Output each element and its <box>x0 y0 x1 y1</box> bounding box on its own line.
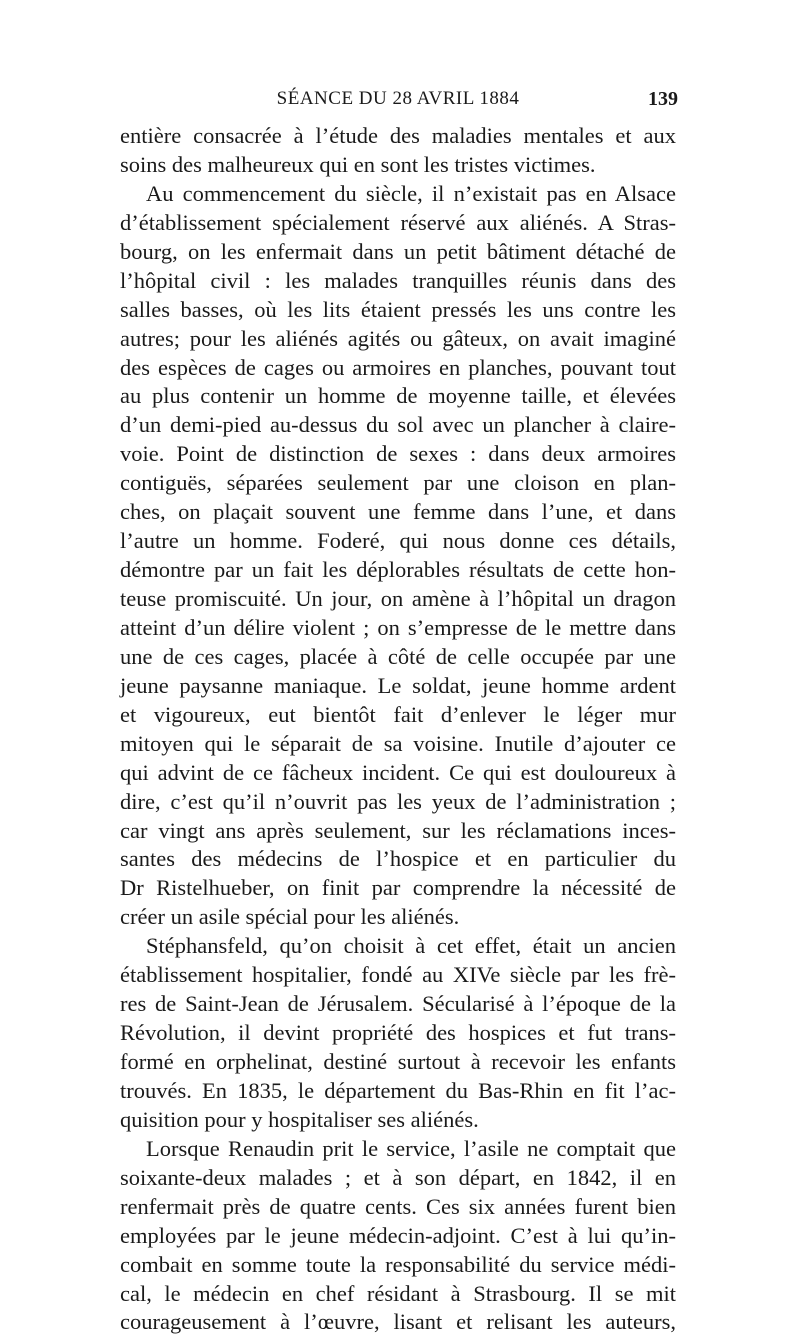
text-line: Révolution, il devint propriété des hospices et fut trans- <box>120 1020 676 1046</box>
text-line: Stéphansfeld, qu’on choisit à cet effet, était un ancien <box>146 933 676 959</box>
text-line: Lorsque Renaudin prit le service, l’asile ne comptait que <box>146 1135 676 1161</box>
text-line: établissement hospitalier, fondé au XIVe siècle par les frè- <box>120 962 676 988</box>
text-line: Dr Ristelhueber, on finit par comprendre la nécessité de <box>120 875 676 901</box>
text-line: car vingt ans après seulement, sur les réclamations inces- <box>120 817 676 843</box>
text-line: l’autre un homme. Foderé, qui nous donne ces détails, <box>120 528 676 554</box>
text-line: cal, le médecin en chef résidant à Strasbourg. Il se mit <box>120 1280 676 1306</box>
text-line: d’un demi-pied au-dessus du sol avec un plancher à claire- <box>120 412 676 438</box>
text-line: employées par le jeune médecin-adjoint. C’est à lui qu’in- <box>120 1222 676 1248</box>
text-line: qui advint de ce fâcheux incident. Ce qui est douloureux à <box>120 759 676 785</box>
page-number: 139 <box>648 88 678 110</box>
text-line: combait en somme toute la responsabilité du service médi- <box>120 1251 676 1277</box>
text-line: Au commencement du siècle, il n’existait pas en Alsace <box>146 180 676 206</box>
text-line: santes des médecins de l’hospice et en particulier du <box>120 846 676 872</box>
body-text <box>120 122 676 1337</box>
text-line: une de ces cages, placée à côté de celle occupée par une <box>120 643 676 669</box>
text-line: quisition pour y hospitaliser ses aliénés. <box>120 1106 479 1132</box>
text-line: contiguës, séparées seulement par une cloison en plan- <box>120 470 676 496</box>
text-line: d’établissement spécialement réservé aux aliénés. A Stras- <box>120 209 676 235</box>
text-line: salles basses, où les lits étaient pressés les uns contre les <box>120 296 676 322</box>
text-line: autres; pour les aliénés agités ou gâteux, on avait imaginé <box>120 325 676 351</box>
text-line: créer un asile spécial pour les aliénés. <box>120 904 460 930</box>
running-title: SÉANCE DU 28 AVRIL 1884 <box>276 88 520 109</box>
running-head <box>118 88 678 118</box>
text-line: l’hôpital civil : les malades tranquilles réunis dans des <box>120 267 676 293</box>
text-line: res de Saint-Jean de Jérusalem. Sécularisé à l’époque de la <box>120 991 676 1017</box>
text-line: courageusement à l’œuvre, lisant et relisant les auteurs, <box>120 1309 676 1335</box>
text-line: voie. Point de distinction de sexes : dans deux armoires <box>120 441 676 467</box>
text-line: soixante-deux malades ; et à son départ, en 1842, il en <box>120 1164 676 1190</box>
text-line: des espèces de cages ou armoires en planches, pouvant tout <box>120 354 676 380</box>
text-line: au plus contenir un homme de moyenne taille, et élevées <box>120 383 676 409</box>
text-line: et vigoureux, eut bientôt fait d’enlever le léger mur <box>120 701 676 727</box>
text-line: bourg, on les enfermait dans un petit bâtiment détaché de <box>120 238 676 264</box>
text-line: mitoyen qui le séparait de sa voisine. Inutile d’ajouter ce <box>120 730 676 756</box>
text-line: entière consacrée à l’étude des maladies mentales et aux <box>120 123 676 148</box>
text-line: démontre par un fait les déplorables résultats de cette hon- <box>120 557 676 583</box>
text-line: teuse promiscuité. Un jour, on amène à l’hôpital un dragon <box>120 586 676 611</box>
text-line: trouvés. En 1835, le département du Bas-Rhin en fit l’ac- <box>120 1077 676 1103</box>
text-line: atteint d’un délire violent ; on s’empresse de le mettre dans <box>120 614 676 640</box>
text-line: soins des malheureux qui en sont les tristes victimes. <box>120 151 596 177</box>
text-line: dire, c’est qu’il n’ouvrit pas les yeux de l’administration ; <box>120 788 676 814</box>
text-line: renfermait près de quatre cents. Ces six années furent bien <box>120 1193 676 1219</box>
text-line: ches, on plaçait souvent une femme dans l’une, et dans <box>120 499 676 525</box>
text-line: formé en orphelinat, destiné surtout à recevoir les enfants <box>120 1049 676 1074</box>
text-line: jeune paysanne maniaque. Le soldat, jeune homme ardent <box>120 672 676 698</box>
